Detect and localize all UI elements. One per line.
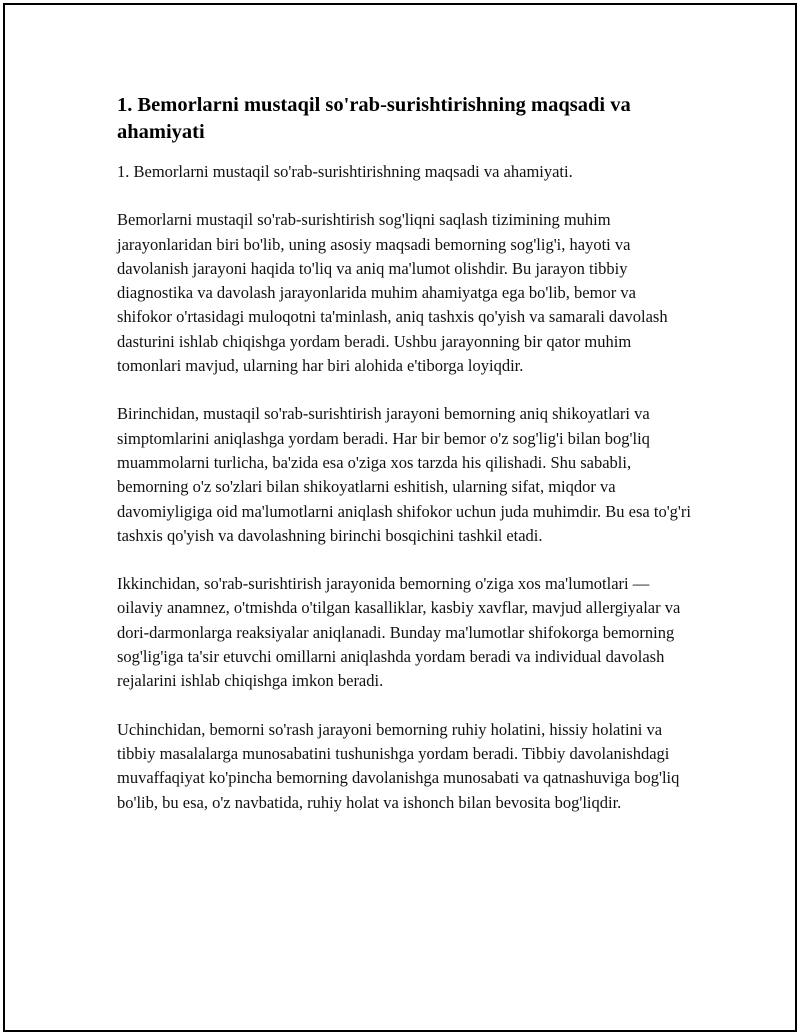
paragraph-third-point: Uchinchidan, bemorni so'rash jarayoni bemorning ruhiy holatini, hissiy holatini va tibbiy masalalarga munosabatini tushunishga yordam beradi. Tibbiy davolanishdagi muvaffaqiyat ko'pincha bemorning davolanishga munosabati va qatnashuviga bog'liq bo'lib, bu esa, o'z navbatida, ruhiy holat va ishonch bilan bevosita bog'liqdir. xyxy=(117,719,680,812)
document-title: 1. Bemorlarni mustaqil so'rab-surishtirishning maqsadi va ahamiyati xyxy=(117,94,631,143)
paragraph-overview: Bemorlarni mustaqil so'rab-surishtirish sog'liqni saqlash tizimining muhim jarayonlaridan biri bo'lib, uning asosiy maqsadi bemorning sog'lig'i, hayoti va davolanish jarayoni haqida to'liq va aniq ma'lumot olishdir. Bu jarayon tibbiy diagnostika va davolash jarayonlarida muhim ahamiyatga ega bo'lib, bemor va shifokor o'rtasidagi muloqotni ta'minlash, aniq tashxis qo'yish va samarali davolash dasturini ishlab chiqishga yordam beradi. Ushbu jarayonning bir qator muhim tomonlari mavjud, ularning har biri alohida e'tiborga loyiqdir. xyxy=(117,210,668,376)
paragraph-intro: 1. Bemorlarni mustaqil so'rab-surishtirishning maqsadi va ahamiyati. xyxy=(117,162,573,181)
document-body xyxy=(117,92,692,839)
paragraph-first-point: Birinchidan, mustaqil so'rab-surishtirish jarayoni bemorning aniq shikoyatlari va simptomlarini aniqlashga yordam beradi. Har bir bemor o'z sog'lig'i bilan bog'liq muammolarni turlicha, ba'zida esa o'ziga xos tarzda his qilishadi. Shu sababli, bemorning o'z so'zlari bilan shikoyatlarni eshitish, ularning sifat, miqdor va davomiyligiga oid ma'lumotlarni aniqlash shifokor uchun juda muhimdir. Bu esa to'g'ri tashxis qo'yish va davolashning birinchi bosqichini tashkil etadi. xyxy=(117,404,691,545)
paragraph-second-point: Ikkinchidan, so'rab-surishtirish jarayonida bemorning o'ziga xos ma'lumotlari — oilaviy anamnez, o'tmishda o'tilgan kasalliklar, kasbiy xavflar, mavjud allergiyalar va dori-darmonlarga reaksiyalar aniqlanadi. Bunday ma'lumotlar shifokorga bemorning sog'lig'iga ta'sir etuvchi omillarni aniqlashda yordam beradi va individual davolash rejalarini ishlab chiqishga imkon beradi. xyxy=(117,574,681,691)
